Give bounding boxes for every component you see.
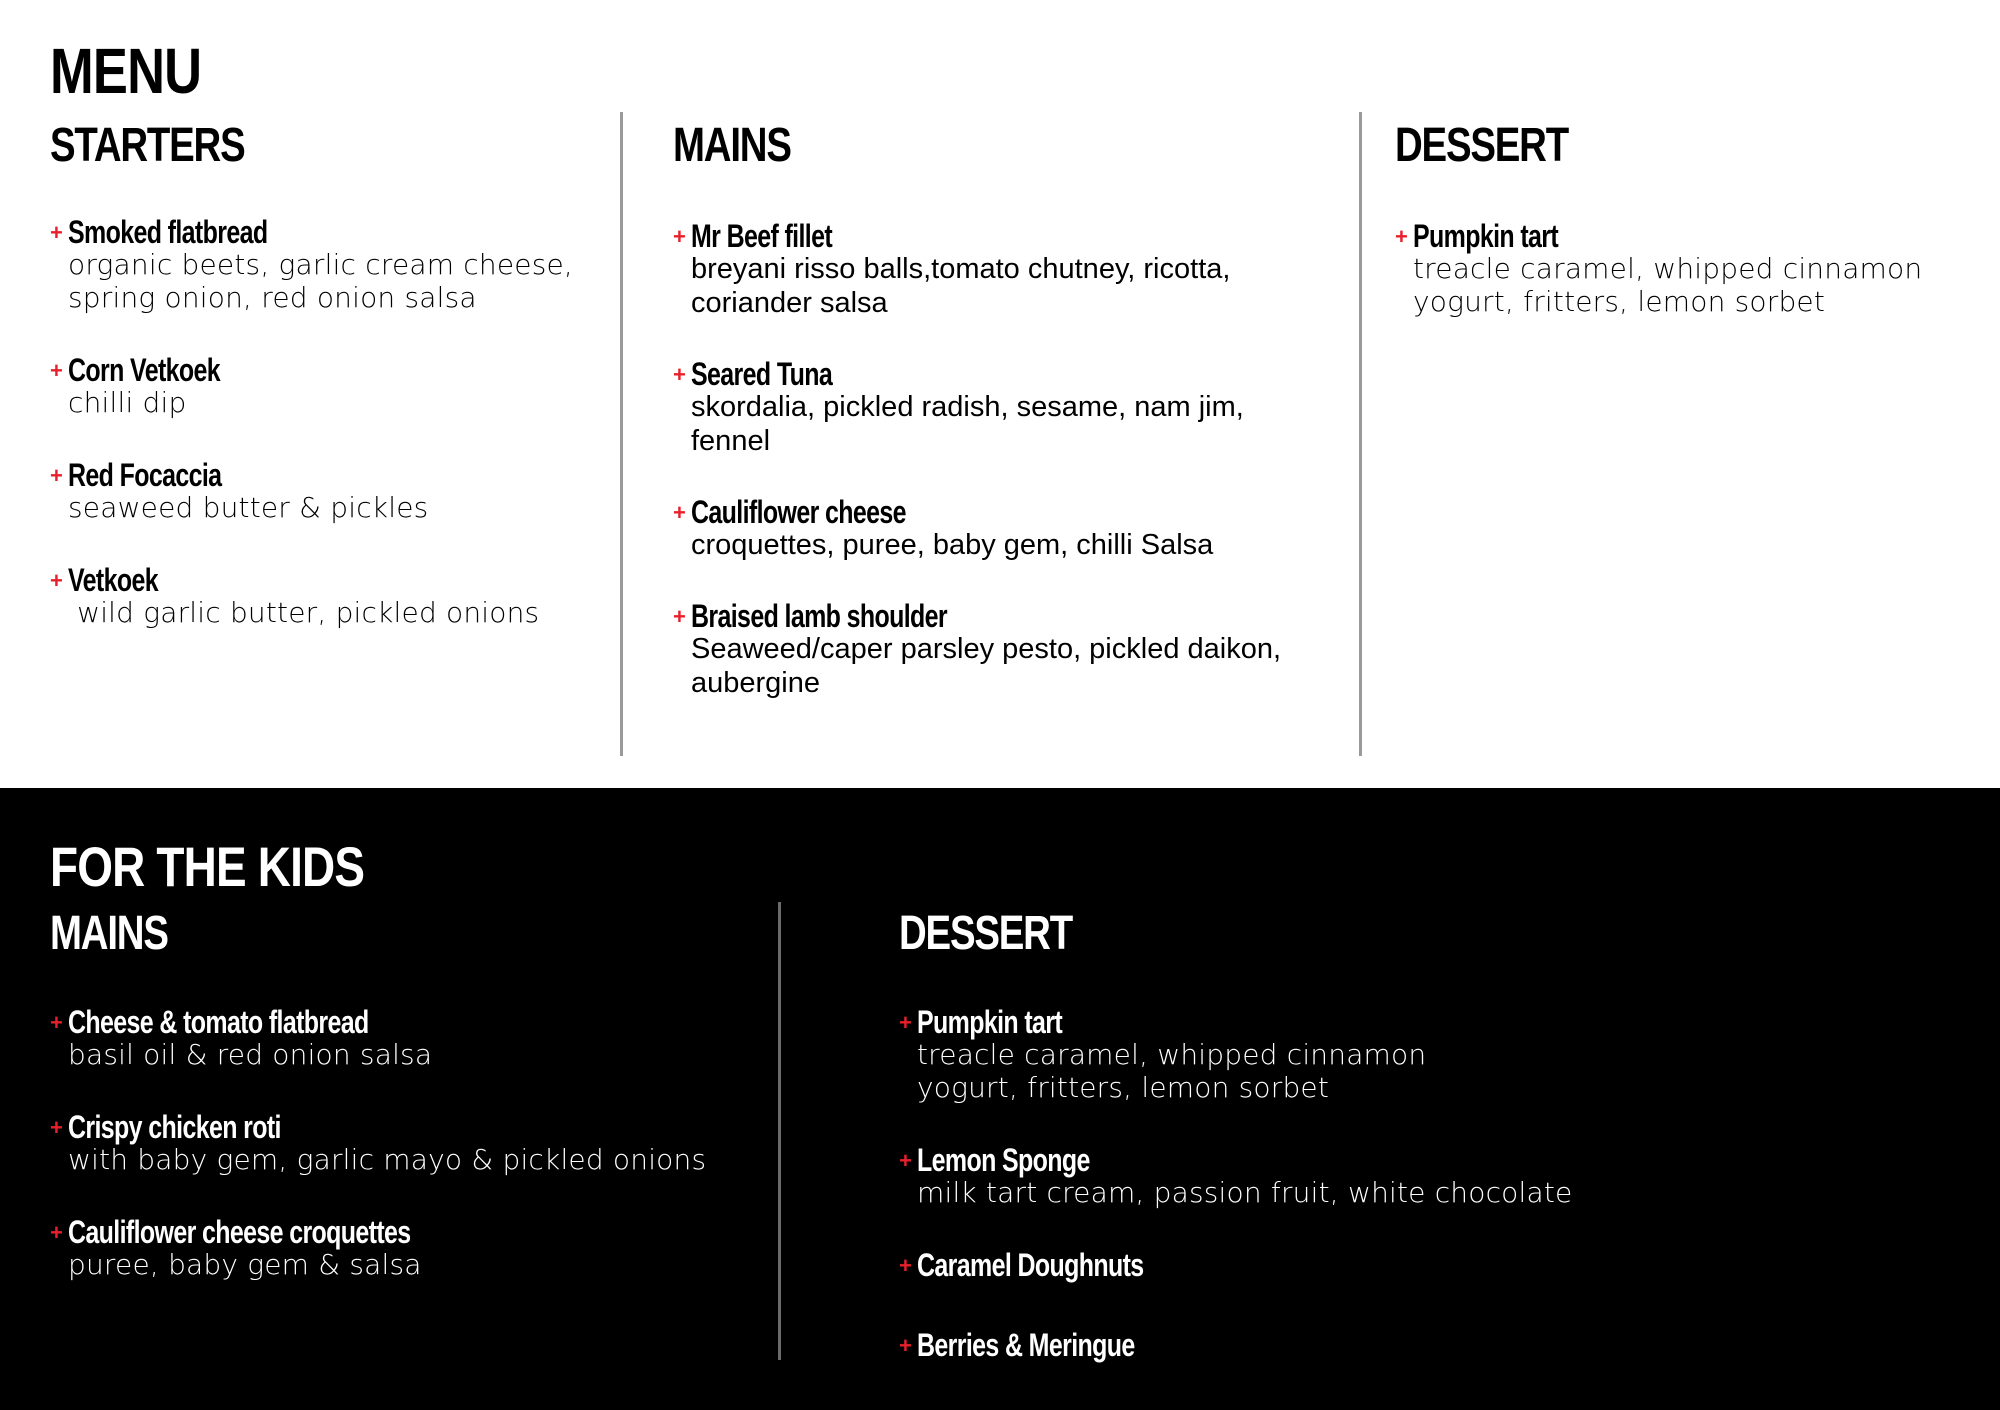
menu-item (673, 600, 1353, 700)
menu-item (899, 1006, 1619, 1104)
item-description: wild garlic butter, pickled onions (68, 596, 540, 629)
menu-item (50, 1216, 750, 1281)
plus-icon: + (50, 1115, 63, 1140)
menu-item (50, 1111, 750, 1176)
item-name: Pumpkin tart (1413, 218, 1559, 254)
plus-icon: + (673, 500, 686, 525)
item-description: croquettes, puree, baby gem, chilli Salsa (691, 529, 1214, 561)
plus-icon: + (673, 362, 686, 387)
item-description: treacle caramel, whipped cinnamon yogurt, fritters, lemon sorbet (917, 1038, 1427, 1104)
menu-item (673, 220, 1353, 320)
mains-list (673, 220, 1353, 700)
item-name: Seared Tuna (691, 356, 833, 392)
menu-title: MENU (50, 35, 202, 107)
item-name: Vetkoek (68, 562, 158, 598)
item-name: Smoked flatbread (68, 214, 268, 250)
item-description: skordalia, pickled radish, sesame, nam jim, fennel (691, 391, 1244, 457)
menu-item (50, 1006, 750, 1071)
menu-item (673, 358, 1353, 458)
plus-icon: + (50, 1220, 63, 1245)
plus-icon: + (899, 1333, 912, 1358)
item-name: Mr Beef fillet (691, 218, 833, 254)
plus-icon: + (899, 1148, 912, 1173)
kids-dessert-list (899, 1006, 1619, 1361)
kids-mains-heading: MAINS (50, 907, 168, 960)
item-description: organic beets, garlic cream cheese, spring onion, red onion salsa (68, 248, 574, 314)
item-description: basil oil & red onion salsa (68, 1038, 433, 1071)
plus-icon: + (673, 604, 686, 629)
menu-item (50, 459, 610, 524)
dessert-heading: DESSERT (1395, 119, 1568, 172)
menu-item (50, 216, 610, 314)
menu-item (50, 354, 610, 419)
starters-list (50, 216, 610, 629)
item-name: Berries & Meringue (917, 1327, 1135, 1363)
starters-heading: STARTERS (50, 119, 245, 172)
kids-title: FOR THE KIDS (50, 835, 365, 898)
column-divider (778, 902, 781, 1360)
dessert-list (1395, 220, 1955, 318)
item-description: milk tart cream, passion fruit, white chocolate (917, 1176, 1573, 1209)
item-description: Seaweed/caper parsley pesto, pickled daikon, aubergine (691, 633, 1282, 699)
kids-section (0, 788, 2000, 1410)
item-name: Crispy chicken roti (68, 1109, 281, 1145)
item-name: Corn Vetkoek (68, 352, 221, 388)
item-name: Braised lamb shoulder (691, 598, 947, 634)
mains-heading: MAINS (673, 119, 791, 172)
item-description: treacle caramel, whipped cinnamon yogurt, fritters, lemon sorbet (1413, 252, 1923, 318)
menu-item (899, 1249, 1619, 1281)
menu-item (899, 1144, 1619, 1209)
plus-icon: + (50, 358, 63, 383)
plus-icon: + (50, 463, 63, 488)
column-divider (1359, 112, 1362, 756)
plus-icon: + (1395, 224, 1408, 249)
item-name: Cauliflower cheese (691, 494, 906, 530)
item-description: chilli dip (68, 386, 187, 419)
plus-icon: + (899, 1010, 912, 1035)
item-name: Lemon Sponge (917, 1142, 1090, 1178)
item-name: Cauliflower cheese croquettes (68, 1214, 411, 1250)
item-description: breyani risso balls,tomato chutney, ricotta, coriander salsa (691, 253, 1231, 319)
item-description: with baby gem, garlic mayo & pickled onions (68, 1143, 707, 1176)
kids-dessert-heading: DESSERT (899, 907, 1072, 960)
kids-mains-list (50, 1006, 750, 1281)
item-name: Cheese & tomato flatbread (68, 1004, 369, 1040)
plus-icon: + (50, 1010, 63, 1035)
menu-item (1395, 220, 1955, 318)
menu-item (50, 564, 610, 629)
item-description: seaweed butter & pickles (68, 491, 429, 524)
item-name: Pumpkin tart (917, 1004, 1063, 1040)
menu-item (673, 496, 1353, 562)
item-description: puree, baby gem & salsa (68, 1248, 422, 1281)
plus-icon: + (50, 220, 63, 245)
plus-icon: + (673, 224, 686, 249)
plus-icon: + (50, 568, 63, 593)
menu-item (899, 1329, 1619, 1361)
column-divider (620, 112, 623, 756)
plus-icon: + (899, 1253, 912, 1278)
item-name: Caramel Doughnuts (917, 1247, 1144, 1283)
item-name: Red Focaccia (68, 457, 222, 493)
